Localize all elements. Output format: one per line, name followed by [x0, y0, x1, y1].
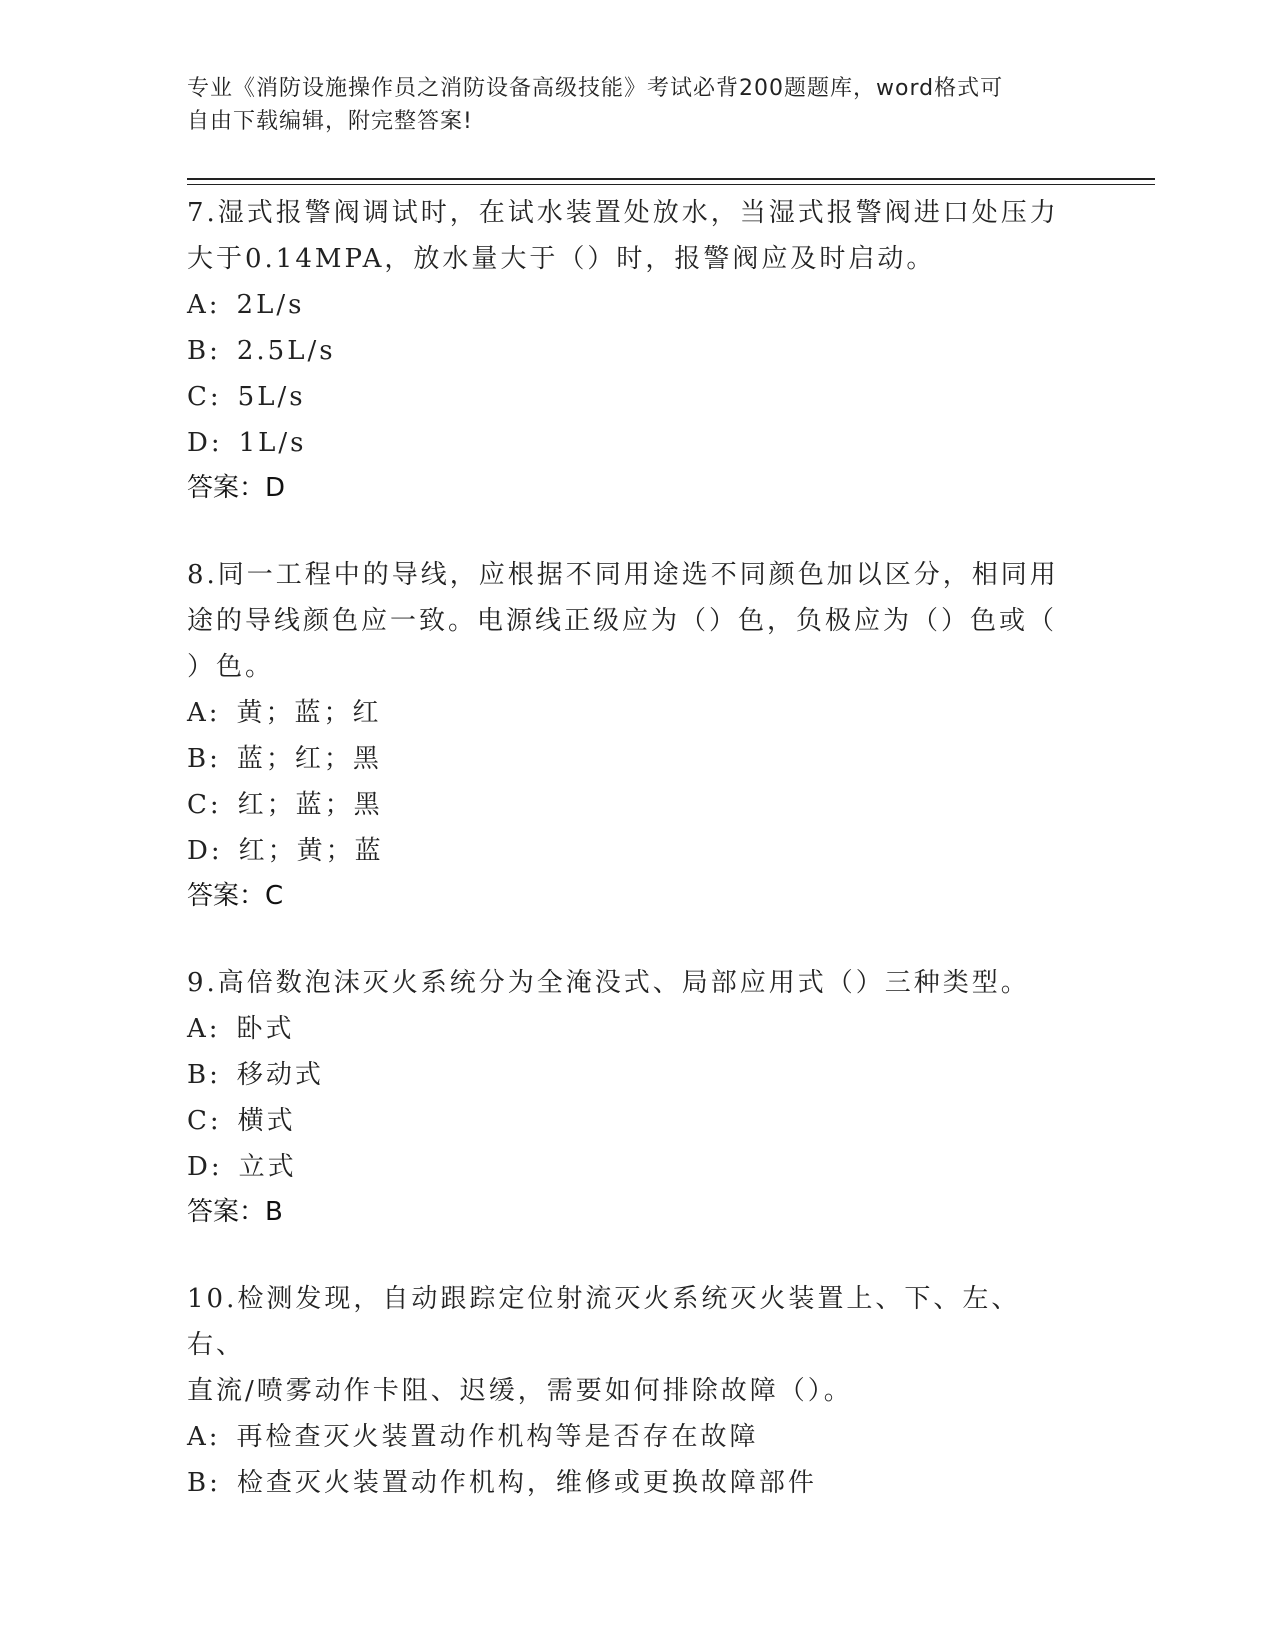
answer-option [187, 1098, 1067, 1144]
header-rule-thin [187, 184, 1155, 185]
header-rule-thick [187, 178, 1155, 180]
option-text: 2L/s [236, 290, 305, 320]
document-header [187, 72, 1067, 138]
answer-key: 答案：B [187, 1197, 283, 1227]
question-stem-line: ）色。 [187, 652, 275, 682]
answer-option [187, 1052, 1067, 1098]
question-stem-line: 7.湿式报警阀调试时，在试水装置处放水，当湿式报警阀进口处压力 [187, 198, 1059, 228]
option-letter: B: [187, 336, 221, 366]
question-item [187, 552, 1067, 918]
answer-option [187, 736, 1067, 782]
option-letter: D: [187, 428, 223, 458]
option-text: 检查灭火装置动作机构，维修或更换故障部件 [236, 1468, 817, 1498]
option-text: 红；黄；蓝 [238, 836, 384, 866]
answer-option [187, 1414, 1067, 1460]
header-line-1: 专业《消防设施操作员之消防设备高级技能》考试必背200题题库，word格式可 [187, 76, 1004, 101]
option-letter: B: [187, 1468, 221, 1498]
option-letter: A: [187, 290, 221, 320]
question-stem-line: 10.检测发现，自动跟踪定位射流灭火系统灭火装置上、下、左、右、 [187, 1284, 1021, 1360]
answer-option [187, 1144, 1067, 1190]
option-letter: D: [187, 836, 223, 866]
answer-option [187, 328, 1067, 374]
option-text: 2.5L/s [236, 336, 336, 366]
question-stem-line: 9.高倍数泡沫灭火系统分为全淹没式、局部应用式（）三种类型。 [187, 968, 1030, 998]
question-item [187, 960, 1067, 1234]
option-letter: D: [187, 1152, 223, 1182]
answer-key: 答案：C [187, 881, 284, 911]
header-line-2: 自由下载编辑，附完整答案! [187, 109, 473, 134]
answer-option [187, 690, 1067, 736]
answer-option [187, 374, 1067, 420]
question-item [187, 190, 1067, 510]
answer-key: 答案：D [187, 473, 286, 503]
option-text: 5L/s [237, 382, 306, 412]
option-letter: A: [187, 1422, 221, 1452]
option-text: 横式 [237, 1106, 296, 1136]
option-text: 立式 [238, 1152, 297, 1182]
option-text: 移动式 [236, 1060, 324, 1090]
answer-option [187, 828, 1067, 874]
question-item [187, 1276, 1067, 1506]
option-letter: B: [187, 1060, 221, 1090]
question-list [187, 190, 1067, 1548]
answer-option [187, 1460, 1067, 1506]
option-letter: C: [187, 790, 222, 820]
question-stem-line: 8.同一工程中的导线，应根据不同用途选不同颜色加以区分，相同用 [187, 560, 1059, 590]
answer-option [187, 420, 1067, 466]
answer-option [187, 282, 1067, 328]
question-stem-line: 途的导线颜色应一致。电源线正级应为（）色，负极应为（）色或（ [187, 606, 1058, 636]
question-stem-line: 大于0.14MPA，放水量大于（）时，报警阀应及时启动。 [187, 244, 936, 274]
option-letter: B: [187, 744, 221, 774]
option-letter: C: [187, 382, 222, 412]
option-letter: A: [187, 1014, 221, 1044]
answer-option [187, 782, 1067, 828]
option-letter: C: [187, 1106, 222, 1136]
answer-option [187, 1006, 1067, 1052]
option-text: 黄；蓝；红 [236, 698, 382, 728]
question-stem-line: 直流/喷雾动作卡阻、迟缓，需要如何排除故障（）。 [187, 1376, 853, 1406]
option-text: 卧式 [236, 1014, 295, 1044]
option-text: 蓝；红；黑 [236, 744, 382, 774]
option-text: 再检查灭火装置动作机构等是否存在故障 [236, 1422, 759, 1452]
option-text: 1L/s [238, 428, 307, 458]
option-letter: A: [187, 698, 221, 728]
option-text: 红；蓝；黑 [237, 790, 383, 820]
